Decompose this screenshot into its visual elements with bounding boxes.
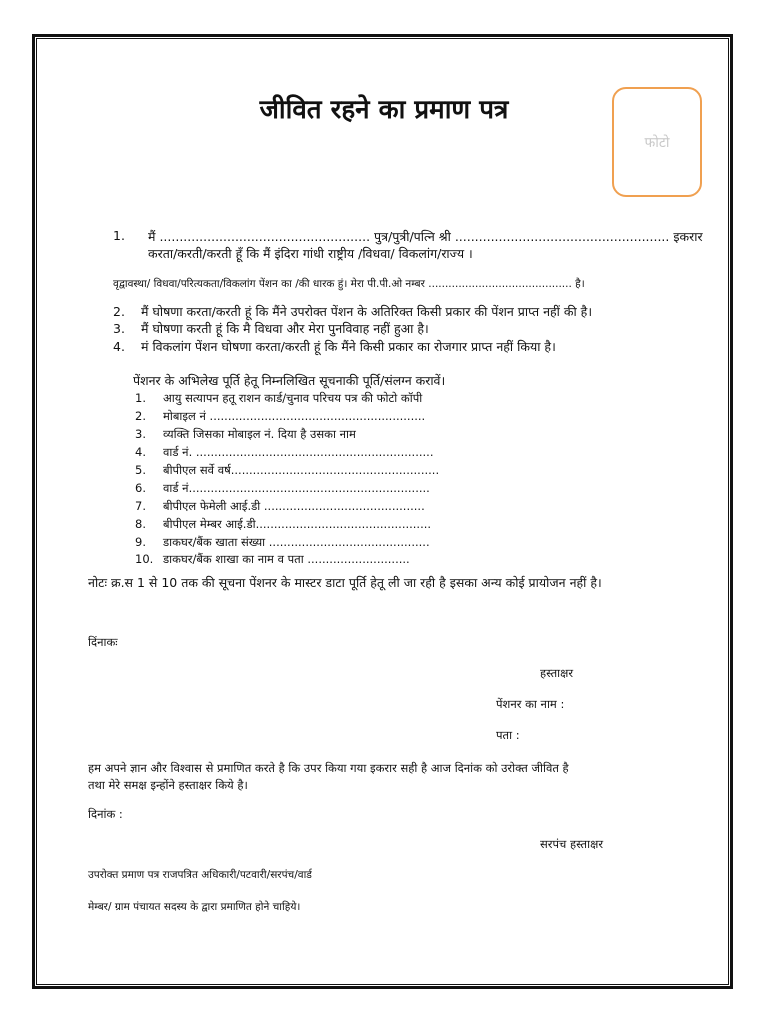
footer-line-2: मेम्बर/ ग्राम पंचायत सदस्य के द्वारा प्रमाणित होने चाहिये। [88, 901, 301, 913]
photo-label: फोटो [644, 135, 670, 151]
declaration-item [113, 303, 592, 320]
signature-label: हस्ताक्षर [540, 666, 574, 680]
attestation-line-1: हम अपने ज्ञान और विश्वास से प्रमाणित करते है कि उपर किया गया इकरार सही है आज दिनांक को उरोक्त जीवित है [88, 761, 569, 775]
declaration-item [113, 320, 429, 337]
records-item-text: मोबाइल नं ........................................................... [163, 409, 426, 423]
records-item [135, 552, 410, 567]
note-text: नोटः क्र.स 1 से 10 तक की सूचना पेंशनर के मास्टर डाटा पूर्ति हेतू ली जा रही है इसका अन्य कोई प्रायोजन नहीं है। [88, 575, 602, 590]
records-item-text: बीपीएल सर्वे वर्ष......................................................... [163, 463, 440, 477]
records-item-text: व्यक्ति जिसका मोबाइल नं. दिया है उसका नाम [163, 427, 356, 441]
records-item [135, 463, 439, 478]
records-item-number: 7. [135, 499, 146, 513]
records-item-text: आयु सत्यापन हतू राशन कार्ड/चुनाव परिचय पत्र की फोटो कॉपी [163, 391, 423, 405]
date-label-2: दिनांक : [88, 807, 123, 821]
records-item-text: डाकघर/बैंक शाखा का नाम व पता ............................ [163, 552, 410, 566]
records-item-number: 1. [135, 391, 146, 405]
sarpanch-signature-label: सरपंच हस्ताक्षर [540, 837, 604, 851]
records-item-number: 6. [135, 481, 146, 495]
declaration-item-number: 2. [113, 304, 125, 319]
records-item-number: 10. [135, 552, 154, 566]
records-item [135, 481, 430, 496]
records-heading: पेंशनर के अभिलेख पूर्ति हेतू निम्नलिखित सूचनाकी पूर्ति/संलग्न करावें। [133, 373, 446, 388]
records-item [135, 391, 422, 406]
declaration-item-number: 4. [113, 339, 125, 354]
records-item-text: बीपीएल मेम्बर आई.डी................................................ [163, 517, 432, 531]
declaration-item-text: मं विकलांग पेंशन घोषणा करता/करती हूं कि मैंने किसी प्रकार का रोजगार प्राप्त नहीं किया है। [141, 339, 556, 354]
records-item [135, 427, 356, 442]
document-title: जीवित रहने का प्रमाण पत्र [259, 95, 509, 125]
records-item-number: 9. [135, 535, 146, 549]
item-1-number: 1. [113, 228, 125, 243]
records-item [135, 499, 425, 514]
records-item-text: वार्ड नं. ................................................................. [163, 445, 434, 459]
pension-holder-line: वृद्वावस्था/ विधवा/परित्यकता/विकलांग पेंशन का /की धारक हुं। मेरा पी.पी.ओ नम्बर ........................................... है। [113, 278, 585, 290]
address-label: पता : [496, 728, 520, 742]
records-item-number: 4. [135, 445, 146, 459]
records-item [135, 535, 430, 550]
records-item [135, 409, 425, 424]
records-item-number: 3. [135, 427, 146, 441]
pensioner-name-label: पेंशनर का नाम : [496, 697, 565, 711]
records-item-text: डाकघर/बैंक खाता संख्या ............................................ [163, 535, 430, 549]
records-item-text: बीपीएल फेमेली आई.डी ............................................ [163, 499, 425, 513]
records-item-number: 8. [135, 517, 146, 531]
date-label-1: दिंनाकः [88, 635, 118, 649]
records-item [135, 517, 431, 532]
declaration-item-text: मैं घोषणा करती हूं कि मै विधवा और मेरा पुनविवाह नहीं हुआ है। [141, 321, 429, 336]
records-item-number: 5. [135, 463, 146, 477]
declaration-item [113, 338, 556, 355]
declaration-item-text: मैं घोषणा करता/करती हूं कि मैंने उपरोक्त पेंशन के अतिरिक्त किसी प्रकार की पेंशन प्राप्त नहीं की है। [141, 304, 593, 319]
item-1-line-2: करता/करती/करती हूँ कि मैं इंदिरा गांधी राष्ट्रीय /विधवा/ विकलांग/राज्य । [148, 246, 473, 261]
attestation-line-2: तथा मेरे समक्ष इन्होंने हस्ताक्षर किये है। [88, 778, 248, 792]
records-item-text: वार्ड नं.................................................................. [163, 481, 430, 495]
records-item-number: 2. [135, 409, 146, 423]
photo-placeholder [612, 87, 702, 197]
footer-line-1: उपरोक्त प्रमाण पत्र राजपत्रित अधिकारी/पटवारी/सरपंच/वार्ड [88, 869, 312, 881]
item-1-line-1: मैं ..................................................... पुत्र/पुत्री/पत्नि श्री ...................................................... इकरार [148, 229, 703, 244]
records-item [135, 445, 433, 460]
declaration-item-number: 3. [113, 321, 125, 336]
